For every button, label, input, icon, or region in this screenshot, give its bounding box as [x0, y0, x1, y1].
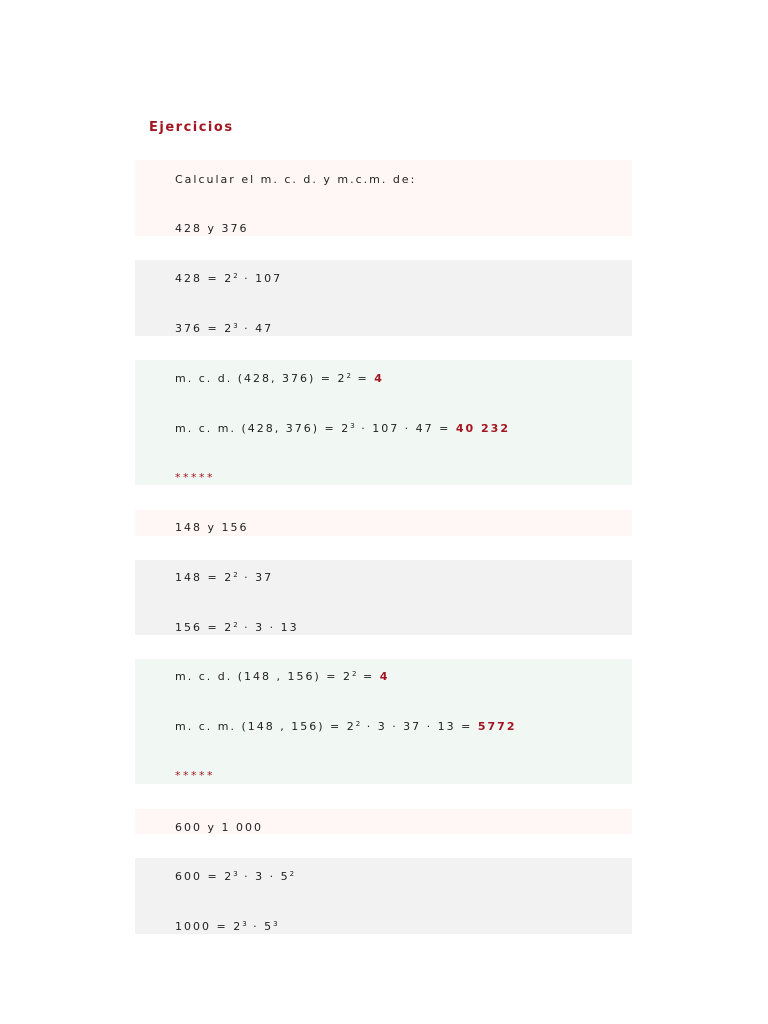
factorization-line: $148 = 2^2 \cdot 37$: [175, 571, 274, 584]
factorization-block: [135, 560, 632, 635]
mcd-line: m. c. d. (428, $376) = 2^2 = 4$: [175, 372, 384, 385]
number-pair: 600 y 1 000: [175, 821, 263, 834]
separator-stars: *****: [175, 769, 215, 782]
number-pair: 148 y 156: [175, 521, 249, 534]
mcd-result: 4: [374, 372, 384, 385]
exercise-statement-block: [135, 160, 632, 236]
exercise-statement-block: [135, 510, 632, 536]
section-heading: Ejercicios: [149, 120, 234, 135]
result-block: [135, 360, 632, 485]
mcd-result: 4: [379, 670, 390, 683]
exercise-statement-block: [135, 809, 632, 834]
mcm-line: m. c. m. (428, $376) = 2^3 \cdot 107 \cdot 47 = 40$ 232: [175, 422, 510, 435]
exercise-intro: Calcular el m. c. d. y m.c.m. de:: [175, 173, 417, 186]
mcm-result: 40 232: [455, 422, 510, 435]
mcm-line: m. c. m. (148 , $156) = 2^2 \cdot 3 \cdot 37 \cdot 13 = 5772$: [175, 720, 517, 733]
factorization-line: $428 = 2^2 \cdot 107$: [175, 272, 283, 285]
factorization-line: $1000 = 2^3 \cdot 5^3$: [175, 920, 279, 933]
mcm-result: 5772: [477, 720, 517, 733]
result-block: [135, 659, 632, 784]
separator-stars: *****: [175, 471, 215, 484]
factorization-block: [135, 260, 632, 336]
factorization-line: $156 = 2^2 \cdot 3 \cdot 13$: [175, 621, 299, 634]
number-pair: 428 y 376: [175, 222, 249, 235]
factorization-line: $376 = 2^3 \cdot 47$: [175, 322, 274, 335]
factorization-line: $600 = 2^3 \cdot 3 \cdot 5^2$: [175, 870, 296, 883]
mcd-line: m. c. d. (148 , $156) = 2^2 = 4$: [175, 670, 390, 683]
factorization-block: [135, 858, 632, 934]
